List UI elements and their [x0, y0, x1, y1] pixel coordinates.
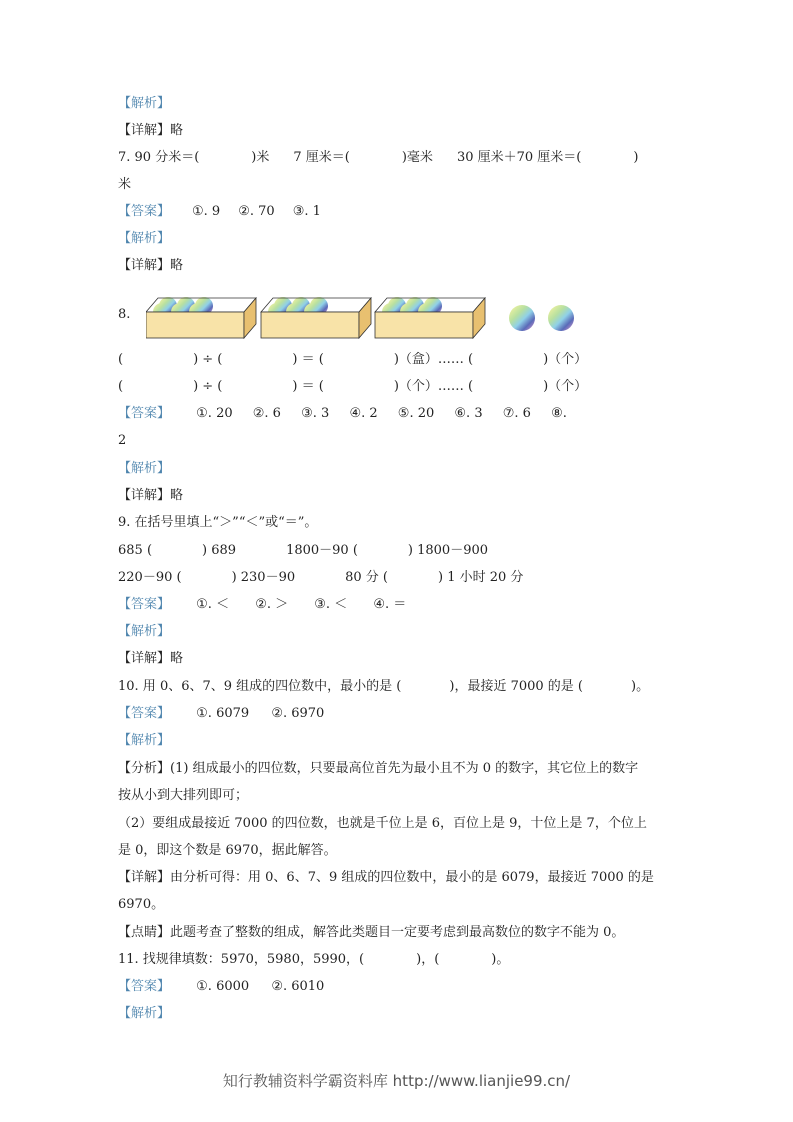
q10-dianjing: 【点睛】此题考查了整数的组成，解答此类题目一定要考虑到最高数位的数字不能为 0。: [118, 925, 625, 940]
q11-answer: 【答案】 ①. 6000 ②. 6010: [118, 979, 325, 994]
q8-answer-wrap: 2: [118, 433, 127, 448]
ball-icon: [509, 305, 535, 331]
q10-fenxi-1: 【分析】(1) 组成最小的四位数，只要最高位首先为最小且不为 0 的数字，其它位上的数字: [118, 761, 639, 776]
detail-line: 【详解】略: [118, 258, 184, 273]
analysis-label: 【解析】: [118, 96, 171, 111]
q10-detail-b: 6970。: [118, 897, 165, 912]
q7-answer: 【答案】 ①. 9 ②. 70 ③. 1: [118, 204, 321, 219]
analysis-label: 【解析】: [118, 1006, 171, 1021]
footer-watermark: 知行教辅资料学霸资料库 http://www.lianjie99.cn/: [222, 1072, 571, 1090]
q9-answer: 【答案】 ①. ＜ ②. ＞ ③. ＜ ④. ＝: [118, 597, 407, 612]
q8-number: 8.: [118, 307, 131, 322]
q9-prompt: 9. 在括号里填上“＞”“＜”或“＝”。: [118, 515, 318, 530]
q10-detail: 【详解】由分析可得：用 0、6、7、9 组成的四位数中，最小的是 6079，最接近 7000 的是: [118, 870, 654, 885]
q7-prompt-wrap: 米: [118, 177, 132, 192]
q8-row1: ( ) ÷ ( ) ＝ ( )（盒）…… ( )（个）: [118, 352, 588, 367]
q10-fenxi-2: （2）要组成最接近 7000 的四位数，也就是千位上是 6，百位上是 9，十位上是 7，个位上: [118, 816, 647, 831]
q9-row2: 220－90 ( ) 230－90 80 分 ( ) 1 小时 20 分: [118, 570, 524, 585]
analysis-label: 【解析】: [118, 231, 171, 246]
box-icon: [375, 297, 485, 338]
ball-icon: [548, 305, 574, 331]
q10-prompt: 10. 用 0、6、7、9 组成的四位数中，最小的是 ( )，最接近 7000 的是 ( )。: [118, 679, 650, 694]
q8-answer: 【答案】 ①. 20 ②. 6 ③. 3 ④. 2 ⑤. 20 ⑥. 3 ⑦. 6 ⑧.: [118, 406, 567, 421]
analysis-label: 【解析】: [118, 733, 171, 748]
box-icon: [146, 297, 256, 338]
q10-fenxi-2b: 是 0，即这个数是 6970，据此解答。: [118, 843, 337, 858]
q11-prompt: 11. 找规律填数：5970，5980，5990，( )，( )。: [118, 952, 510, 967]
q8-row2: ( ) ÷ ( ) ＝ ( )（个）…… ( )（个）: [118, 379, 588, 394]
detail-line: 【详解】略: [118, 123, 184, 138]
box-icon: [261, 297, 371, 338]
q10-fenxi-1b: 按从小到大排列即可；: [118, 788, 249, 803]
ball-boxes-figure: [146, 294, 586, 340]
q10-answer: 【答案】 ①. 6079 ②. 6970: [118, 706, 325, 721]
detail-line: 【详解】略: [118, 488, 184, 503]
analysis-label: 【解析】: [118, 624, 171, 639]
q9-row1: 685 ( ) 689 1800－90 ( ) 1800－900: [118, 543, 489, 558]
analysis-label: 【解析】: [118, 461, 171, 476]
q7-prompt: 7. 90 分米＝( )米 7 厘米＝( )毫米 30 厘米＋70 厘米＝( ): [118, 150, 639, 165]
detail-line: 【详解】略: [118, 651, 184, 666]
